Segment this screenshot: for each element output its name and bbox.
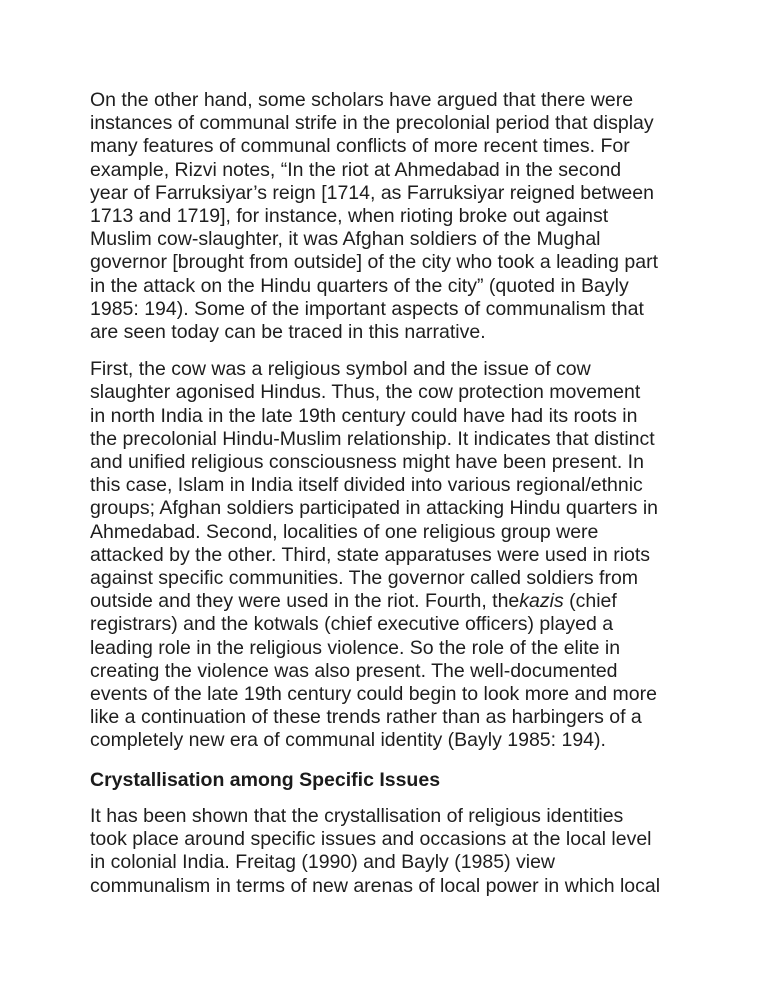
text-line: in north India in the late 19th century could have had its roots in bbox=[90, 404, 638, 427]
text-line: leading role in the religious violence. So the role of the elite in bbox=[90, 636, 621, 659]
text-line: year of Farruksiyar’s reign [1714, as Farruksiyar reigned between bbox=[90, 181, 654, 204]
section-heading: Crystallisation among Specific Issues bbox=[90, 768, 441, 791]
text-line: the precolonial Hindu-Muslim relationship. It indicates that distinct bbox=[90, 427, 655, 450]
document-content bbox=[90, 89, 730, 912]
text-line: 1713 and 1719], for instance, when rioting broke out against bbox=[90, 205, 609, 228]
text-line: in colonial India. Freitag (1990) and Bayly (1985) view bbox=[90, 851, 556, 874]
text-line: are seen today can be traced in this narrative. bbox=[90, 321, 486, 344]
text-line: It has been shown that the crystallisation of religious identities bbox=[90, 804, 624, 827]
text-line: slaughter agonised Hindus. Thus, the cow protection movement bbox=[90, 381, 641, 404]
paragraph-2 bbox=[90, 358, 730, 752]
text-line: creating the violence was also present. The well-documented bbox=[90, 659, 618, 682]
text-line: instances of communal strife in the precolonial period that display bbox=[90, 112, 654, 135]
text-line: attacked by the other. Third, state apparatuses were used in riots bbox=[90, 543, 651, 566]
paragraph-3 bbox=[90, 805, 730, 898]
text-line: Muslim cow-slaughter, it was Afghan soldiers of the Mughal bbox=[90, 228, 601, 251]
text-line: events of the late 19th century could begin to look more and more bbox=[90, 683, 657, 706]
text-line: groups; Afghan soldiers participated in attacking Hindu quarters in bbox=[90, 497, 659, 520]
text-line: 1985: 194). Some of the important aspects of communalism that bbox=[90, 297, 644, 320]
text-line: governor [brought from outside] of the city who took a leading part bbox=[90, 251, 658, 274]
text-line: completely new era of communal identity (Bayly 1985: 194). bbox=[90, 729, 606, 752]
text-line: this case, Islam in India itself divided into various regional/ethnic bbox=[90, 474, 643, 497]
text-line: took place around specific issues and occasions at the local level bbox=[90, 828, 652, 851]
text-line: outside and they were used in the riot. Fourth, thekazis (chief bbox=[90, 590, 617, 613]
text-line: Ahmedabad. Second, localities of one religious group were bbox=[90, 520, 599, 543]
text-line: against specific communities. The governor called soldiers from bbox=[90, 567, 639, 590]
text-line: many features of communal conflicts of more recent times. For bbox=[90, 135, 630, 158]
text-line: registrars) and the kotwals (chief executive officers) played a bbox=[90, 613, 614, 636]
italic-text: kazis bbox=[519, 590, 564, 613]
text-line: On the other hand, some scholars have argued that there were bbox=[90, 89, 634, 111]
text-line: and unified religious consciousness might have been present. In bbox=[90, 451, 644, 474]
text-line: like a continuation of these trends rather than as harbingers of a bbox=[90, 706, 642, 729]
text-line: First, the cow was a religious symbol and the issue of cow bbox=[90, 358, 591, 381]
text-line: in the attack on the Hindu quarters of the city” (quoted in Bayly bbox=[90, 274, 629, 297]
text-line: example, Rizvi notes, “In the riot at Ahmedabad in the second bbox=[90, 158, 622, 181]
paragraph-1 bbox=[90, 89, 730, 344]
text-line: communalism in terms of new arenas of local power in which local bbox=[90, 874, 661, 897]
